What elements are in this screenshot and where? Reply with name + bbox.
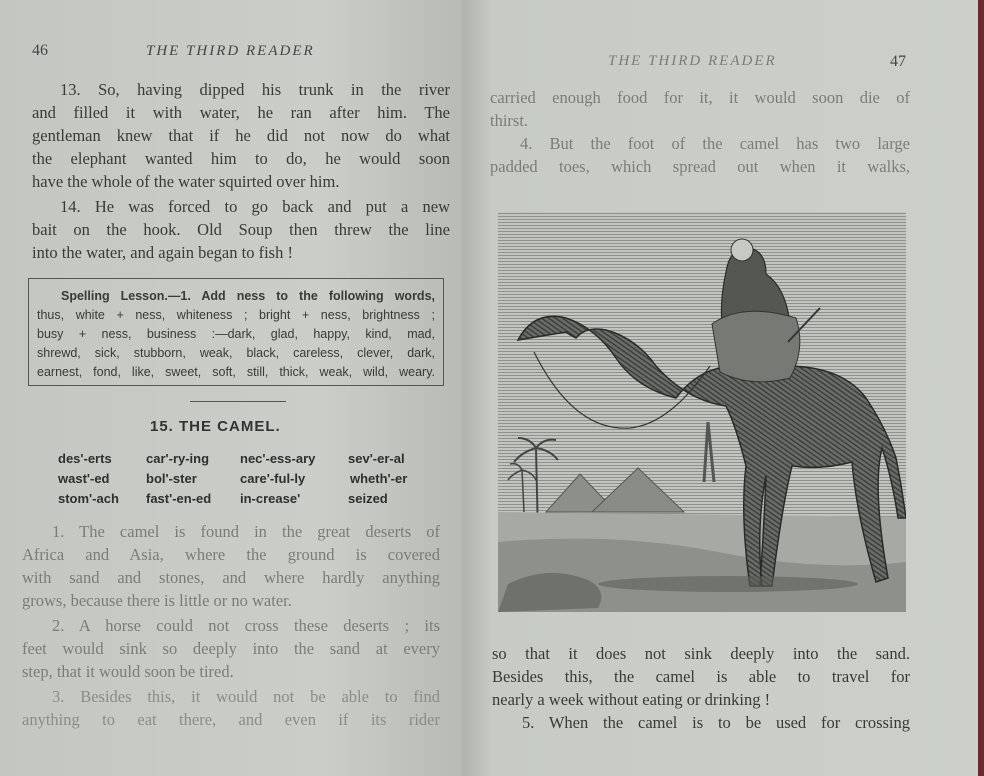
spelling-word: wast'-ed — [58, 471, 110, 486]
spelling-word: bol'-ster — [146, 471, 197, 486]
spelling-word: in-crease' — [240, 491, 301, 506]
text-line: 4. But the foot of the camel has two large — [520, 134, 910, 153]
text-line: feet would sink so deeply into the sand at every — [22, 639, 440, 658]
spelling-word: car'-ry-ing — [146, 451, 210, 466]
spelling-word: nec'-ess-ary — [240, 451, 316, 466]
spelling-word: sev'-er-al — [348, 451, 405, 466]
text-line: Besides this, the camel is able to travel for — [492, 667, 910, 686]
paragraph-4 — [490, 132, 910, 178]
left-page — [0, 0, 462, 776]
text-line: bait on the hook. Old Soup then threw the line — [32, 220, 450, 239]
spelling-word: wheth'-er — [350, 471, 408, 486]
running-head-left: THE THIRD READER — [146, 43, 315, 59]
text-line: 2. A horse could not cross these deserts ; its — [52, 616, 440, 635]
divider — [190, 401, 286, 402]
spelling-word: stom'-ach — [58, 491, 119, 506]
page-number-right: 47 — [890, 53, 906, 70]
spelling-word: fast'-en-ed — [146, 491, 212, 506]
paragraph-14 — [32, 195, 450, 264]
text-line: thirst. — [490, 111, 529, 130]
spelling-line: busy + ness, business :—dark, glad, happy, kind, mad, — [37, 327, 435, 341]
paragraph-3-continued — [490, 86, 910, 132]
text-line: and filled it with water, he ran after him. The — [32, 103, 450, 122]
text-line: grows, because there is little or no water. — [22, 591, 292, 610]
spelling-word: care'-ful-ly — [240, 471, 306, 486]
text-line: have the whole of the water squirted over him. — [32, 172, 340, 191]
text-line: 14. He was forced to go back and put a new — [60, 197, 450, 216]
text-line: 1. The camel is found in the great deserts of — [52, 522, 440, 541]
spelling-line: thus, white + ness, whiteness ; bright + ness, brightness ; — [37, 308, 435, 322]
paragraph-3 — [22, 685, 440, 731]
text-line: with sand and stones, and where hardly anything — [22, 568, 440, 587]
text-line: anything to eat there, and even if its rider — [22, 710, 440, 729]
page-number-left: 46 — [32, 42, 48, 59]
spelling-lesson-box — [28, 278, 444, 386]
text-line: step, that it would soon be tired. — [22, 662, 234, 681]
text-line: 13. So, having dipped his trunk in the river — [60, 80, 450, 99]
right-page — [462, 0, 978, 776]
paragraph-13 — [32, 78, 450, 193]
text-line: nearly a week without eating or drinking ! — [492, 690, 771, 709]
paragraph-4-continued — [492, 642, 910, 711]
spelling-line: shrewd, sick, stubborn, weak, black, careless, clever, dark, — [37, 346, 435, 360]
text-line: so that it does not sink deeply into the sand. — [492, 644, 910, 663]
camel-illustration — [498, 212, 906, 612]
text-line: the elephant wanted him to do, he would soon — [32, 149, 450, 168]
spelling-word: des'-erts — [58, 451, 112, 466]
spelling-word: seized — [348, 491, 388, 506]
paragraph-5 — [492, 711, 910, 734]
spelling-line: Spelling Lesson.—1. Add ness to the following words, — [61, 289, 435, 303]
text-line: gentleman knew that if he did not now do what — [32, 126, 450, 145]
text-line: Africa and Asia, where the ground is covered — [22, 545, 440, 564]
lesson-title: 15. THE CAMEL. — [150, 418, 281, 435]
text-line: 3. Besides this, it would not be able to find — [52, 687, 440, 706]
paragraph-1 — [22, 520, 440, 612]
text-line: 5. When the camel is to be used for crossing — [522, 713, 910, 732]
paragraph-2 — [22, 614, 440, 683]
text-line: padded toes, which spread out when it walks, — [490, 157, 910, 176]
text-line: carried enough food for it, it would soon die of — [490, 88, 910, 107]
running-head-right: THE THIRD READER — [608, 53, 777, 69]
spelling-line: earnest, fond, like, sweet, soft, still, thick, weak, wild, weary. — [37, 365, 435, 379]
text-line: into the water, and again began to fish ! — [32, 243, 293, 262]
